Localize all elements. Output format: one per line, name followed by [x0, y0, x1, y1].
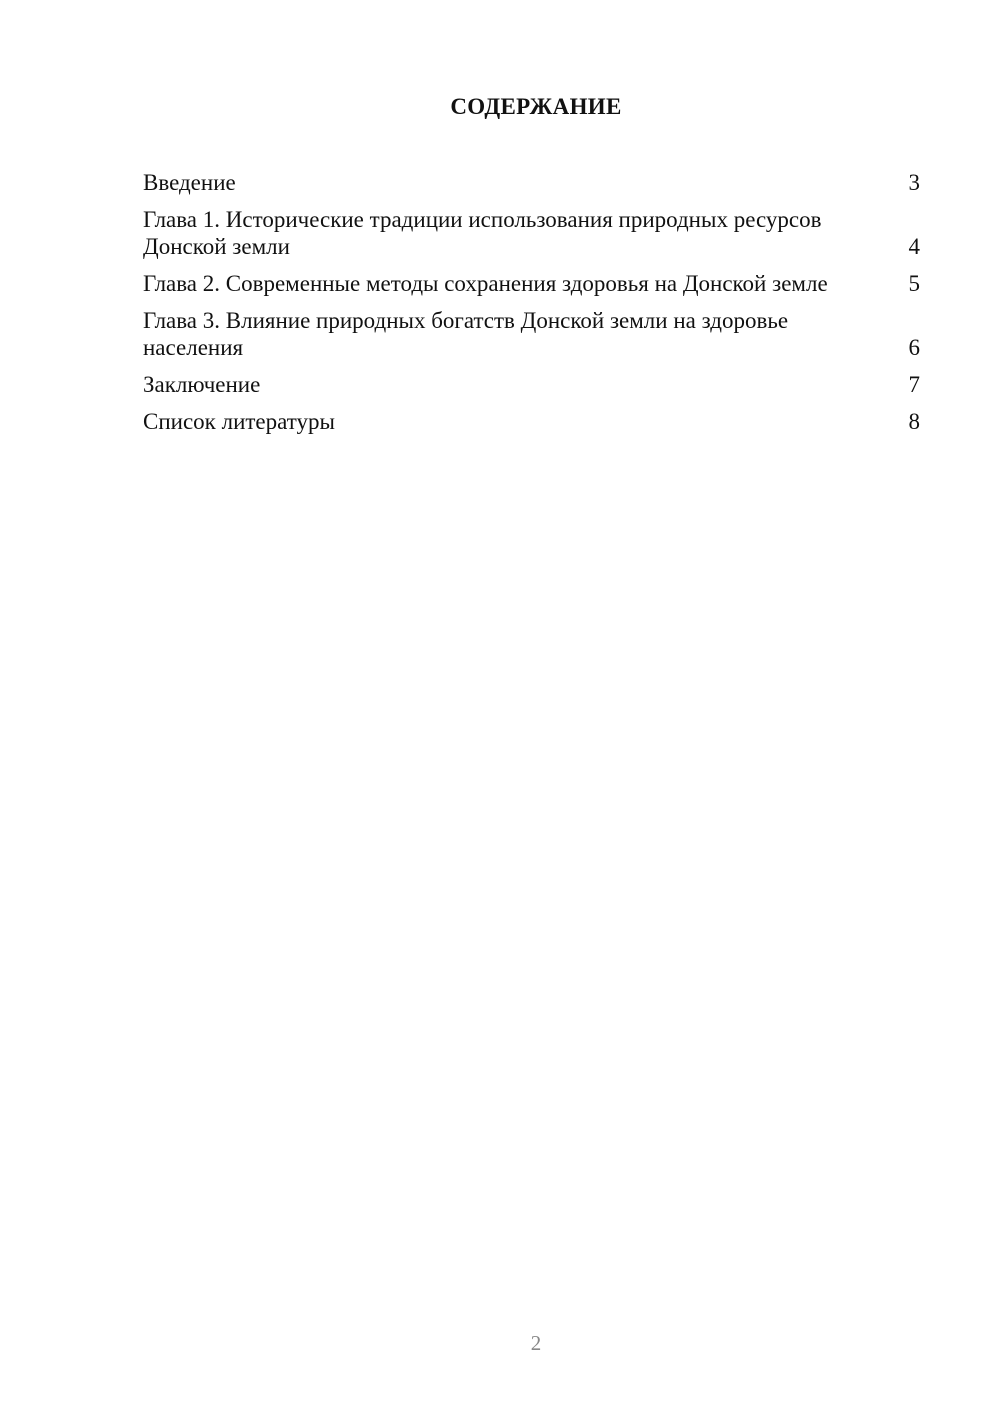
toc-entry-bibliography[interactable]: [143, 408, 920, 435]
toc-entry-title: Глава 2. Современные методы сохранения здоровья на Донской земле: [143, 271, 828, 296]
toc-entry-title: Введение: [143, 170, 236, 195]
toc-entry-page: 4: [908, 234, 920, 259]
toc-entry-conclusion[interactable]: [143, 371, 920, 398]
toc-entry-page: 3: [908, 170, 920, 195]
page-title: СОДЕРЖАНИЕ: [450, 94, 622, 119]
toc-entry-page: 7: [908, 372, 920, 397]
toc-entry-title: Глава 3. Влияние природных богатств Донской земли на здоровье населения: [143, 308, 789, 360]
page-number: 2: [530, 1331, 542, 1355]
toc-entry-page: 8: [908, 409, 920, 434]
toc-entry-page: 5: [908, 271, 920, 296]
toc-entry-introduction[interactable]: [143, 169, 920, 196]
toc-entry-chapter-1[interactable]: [143, 206, 920, 260]
toc-entry-page: 6: [908, 335, 920, 360]
toc-entry-chapter-3[interactable]: [143, 307, 920, 361]
toc-entry-chapter-2[interactable]: [143, 270, 920, 297]
table-of-contents: [143, 169, 920, 445]
toc-entry-title: Список литературы: [143, 409, 335, 434]
toc-entry-title: Глава 1. Исторические традиции использования природных ресурсов Донской земли: [143, 207, 822, 259]
toc-entry-title: Заключение: [143, 372, 261, 397]
